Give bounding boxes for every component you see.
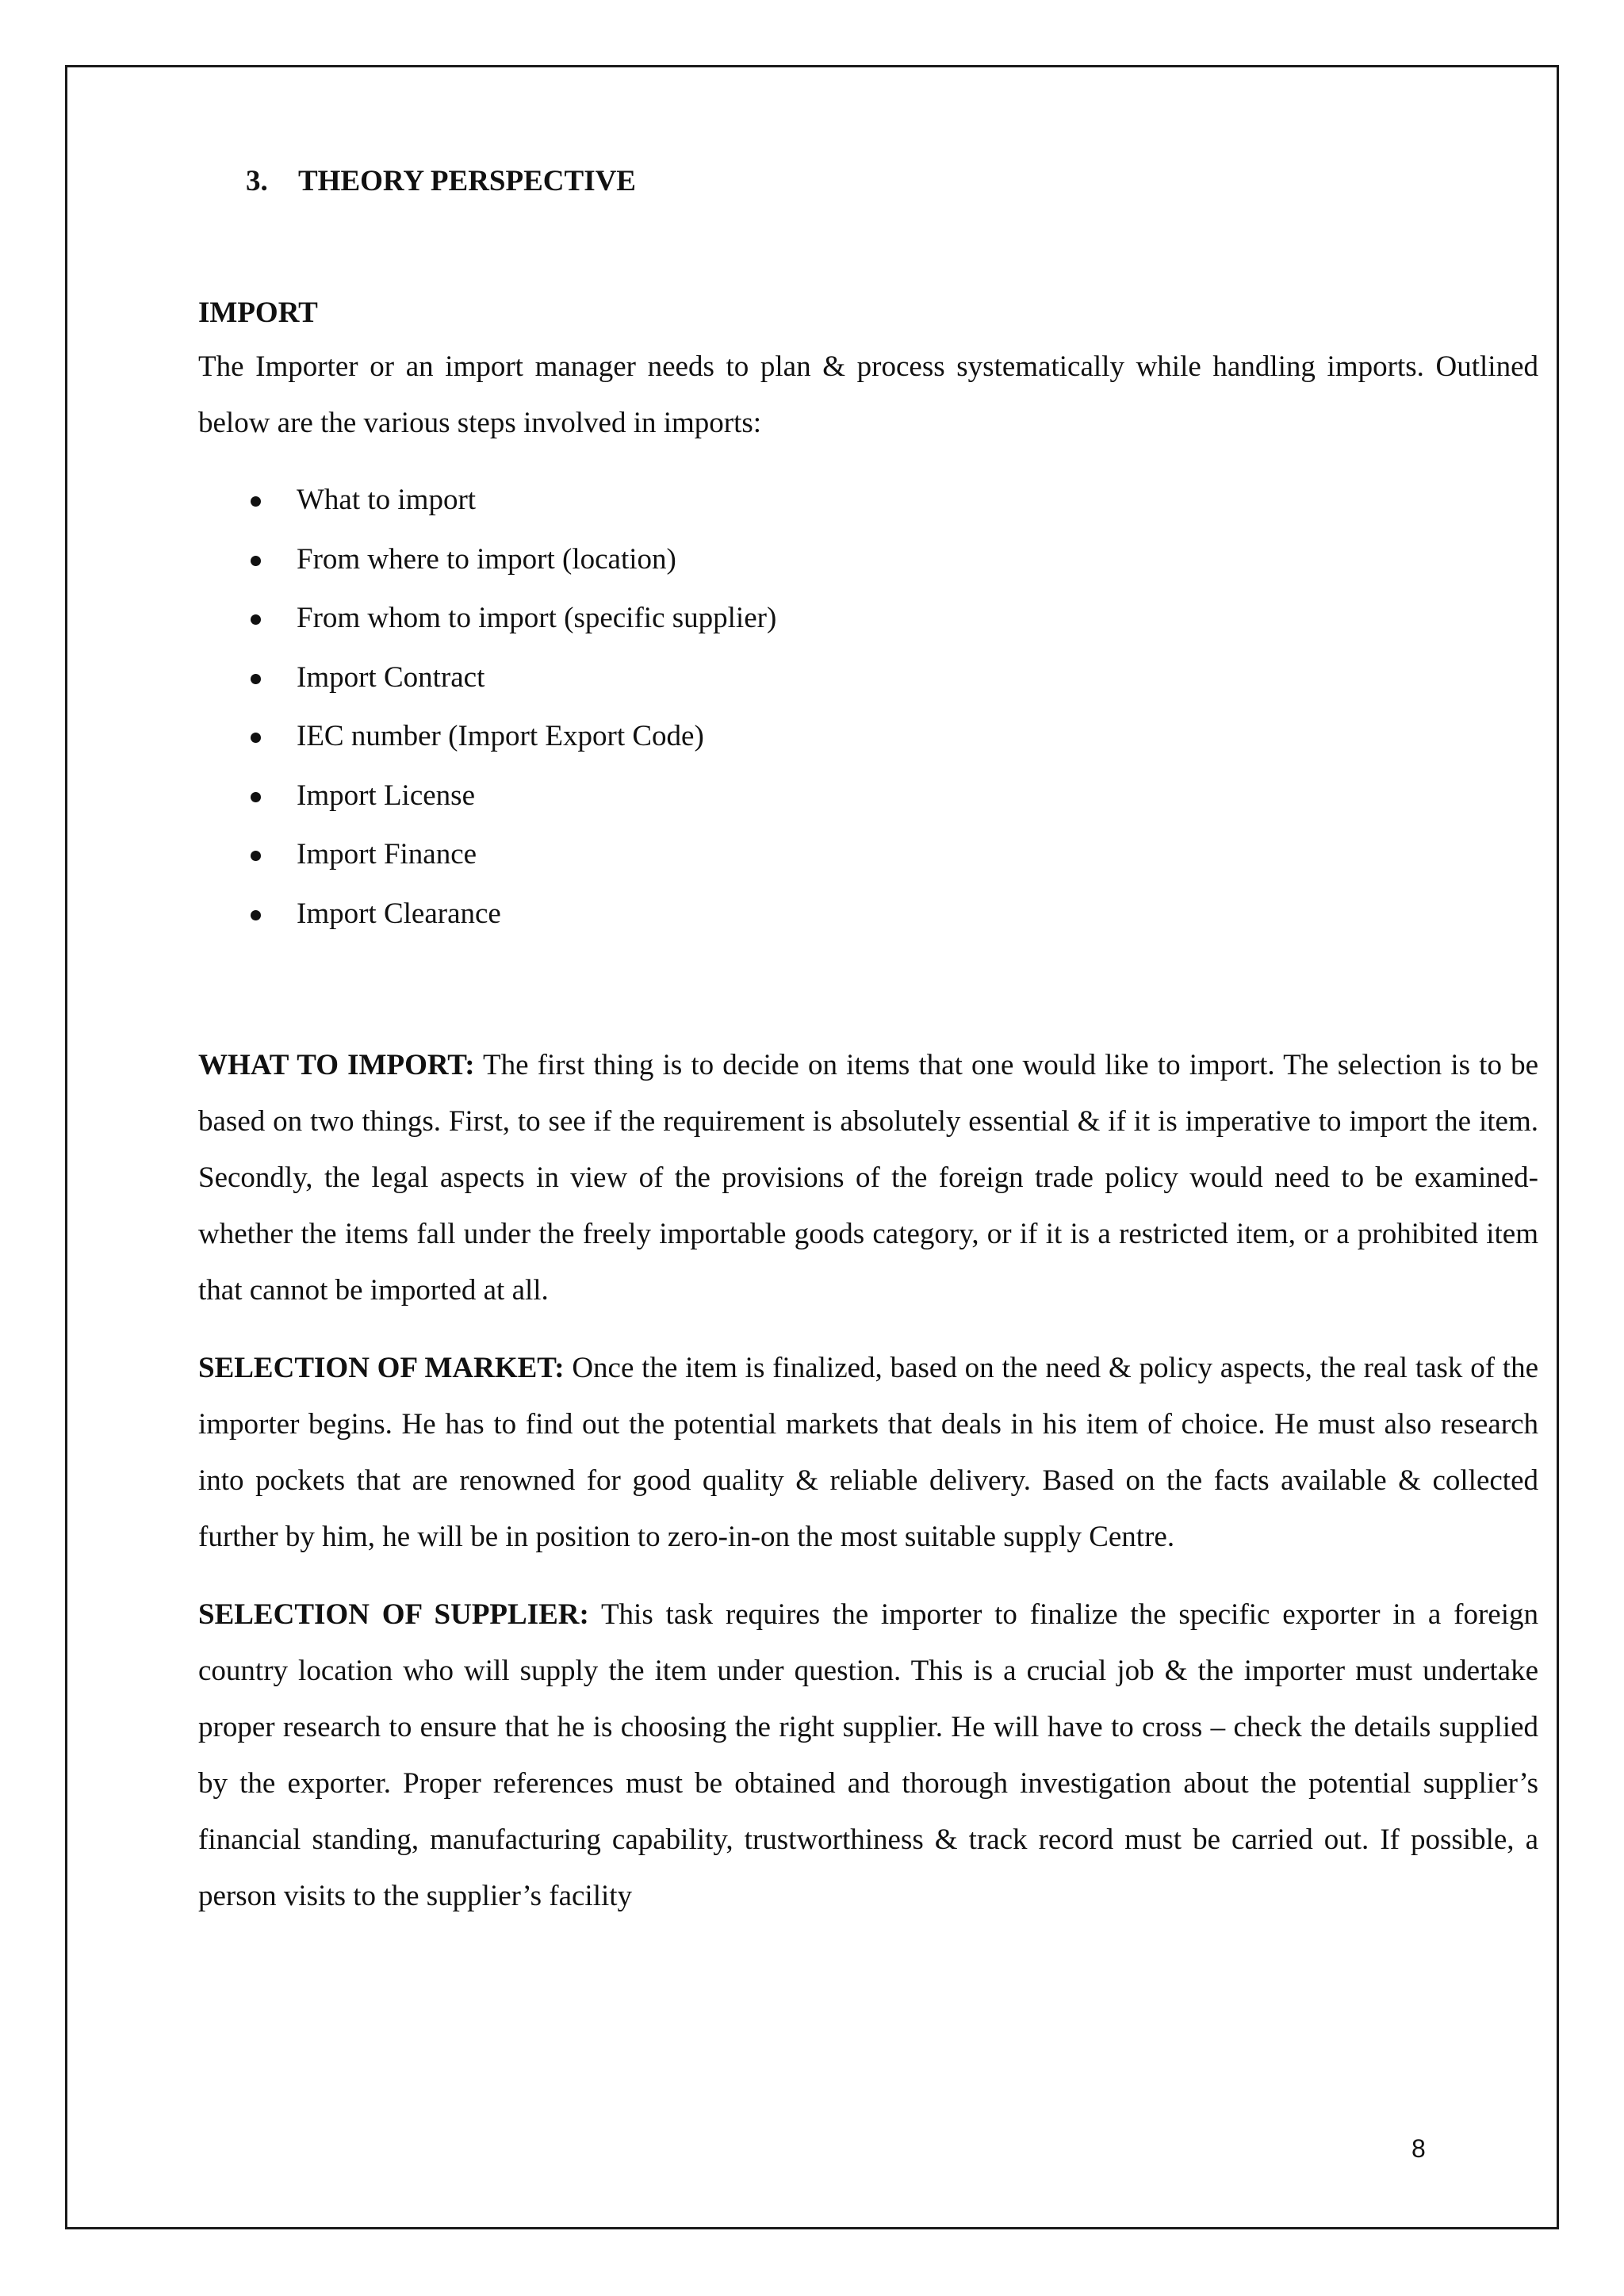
import-heading: IMPORT	[198, 297, 318, 330]
list-item	[198, 825, 1538, 885]
bullet-icon	[251, 496, 261, 507]
what-to-import-text: The first thing is to decide on items that one would like to import. The selection is to be based on two things. First, to see if the requirement is absolutely essential & if it is imperative to import the item. Secondly, the legal aspects in view of the provisions of the foreign trade policy would need to be examined- whether the items fall under the freely importable goods category, or if it is a restricted item, or a prohibited item that cannot be imported at all.	[198, 1049, 1539, 1307]
section-number: 3.	[246, 165, 268, 197]
selection-of-supplier-label: SELECTION OF SUPPLIER:	[198, 1598, 589, 1632]
bullet-icon	[251, 792, 261, 802]
bullet-icon	[251, 733, 261, 743]
list-item	[198, 767, 1538, 826]
list-item	[198, 707, 1538, 767]
list-item-text: Import Contract	[297, 660, 485, 694]
list-item	[198, 649, 1538, 708]
list-item-text: What to import	[297, 484, 477, 517]
section-title: THEORY PERSPECTIVE	[298, 165, 636, 197]
list-item	[198, 471, 1538, 530]
document-body	[198, 163, 1538, 1924]
selection-of-market-paragraph	[198, 1340, 1538, 1565]
list-item	[198, 530, 1538, 590]
list-item-text: IEC number (Import Export Code)	[297, 720, 704, 753]
list-item-text: Import Finance	[297, 838, 477, 871]
list-item-text: From where to import (location)	[297, 542, 676, 576]
what-to-import-label: WHAT TO IMPORT:	[198, 1049, 475, 1082]
bullet-icon	[251, 556, 261, 566]
bullet-icon	[251, 910, 261, 920]
page-number: 8	[1411, 2134, 1426, 2163]
selection-of-supplier-text: This task requires the importer to finalize the specific exporter in a foreign country location who will supply the item under question. This is a crucial job & the importer must undertake proper research to ensure that he is choosing the right supplier. He will have to cross – check the details supplied by the exporter. Proper references must be obtained and thorough investigation about the potential supplier’s financial standing, manufacturing capability, trustworthiness & track record must be carried out. If possible, a person visits to the supplier’s facility	[198, 1598, 1538, 1913]
what-to-import-paragraph	[198, 1037, 1538, 1318]
list-item-text: From whom to import (specific supplier)	[297, 602, 777, 635]
bullet-icon	[251, 674, 261, 684]
list-item	[198, 589, 1538, 649]
bullet-icon	[251, 614, 261, 625]
selection-of-market-label: SELECTION OF MARKET:	[198, 1352, 565, 1385]
list-item-text: Import License	[297, 779, 475, 812]
import-intro: The Importer or an import manager needs to plan & process systematically while handling imports. Outlined below are the various steps involved in imports:	[198, 350, 1538, 440]
section-heading	[246, 163, 1538, 201]
bullet-icon	[251, 851, 261, 861]
selection-of-market-text: Once the item is finalized, based on the need & policy aspects, the real task of the importer begins. He has to find out the potential markets that deals in his item of choice. He must also research into pockets that are renowned for good quality & reliable delivery. Based on the facts available & collected further by him, he will be in position to zero-in-on the most suitable supply Centre.	[198, 1352, 1538, 1554]
import-steps-list	[198, 471, 1538, 943]
list-item-text: Import Clearance	[297, 897, 501, 930]
list-item	[198, 885, 1538, 944]
selection-of-supplier-paragraph	[198, 1586, 1538, 1924]
